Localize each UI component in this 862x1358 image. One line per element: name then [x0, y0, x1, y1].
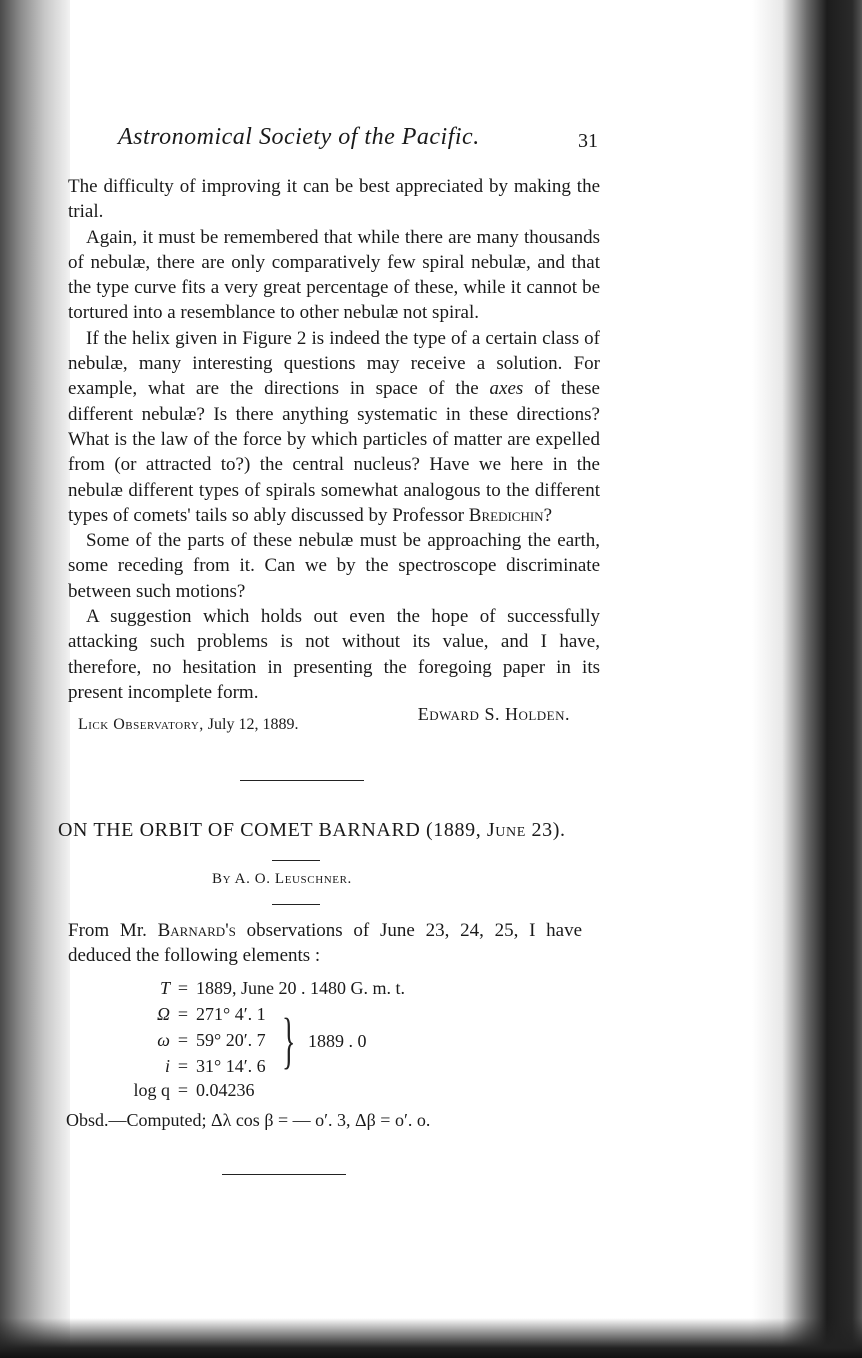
intro-paragraph [68, 918, 582, 969]
byline-rule [272, 904, 320, 905]
element-equals: = [177, 1004, 189, 1024]
intro-name: Barnard's [157, 920, 236, 941]
element-row-i [112, 1056, 266, 1077]
element-equals: = [177, 1030, 189, 1050]
element-label-T: T [159, 978, 170, 998]
page-number: 31 [578, 130, 598, 152]
article-title [58, 819, 618, 842]
article-title-main: ON THE ORBIT OF COMET BARNARD (1889, [58, 819, 482, 841]
element-label-omega: ω [157, 1030, 170, 1050]
paragraph-3-axes: axes [489, 378, 524, 400]
element-label-i: i [164, 1056, 170, 1076]
title-rule [272, 860, 320, 861]
element-label-node: Ω [156, 1004, 170, 1024]
element-row-node [112, 1004, 266, 1025]
element-value-omega: 59° 20′. 7 [196, 1030, 266, 1050]
section-divider [240, 780, 364, 781]
element-row-T [112, 978, 405, 999]
article-body [68, 174, 600, 705]
residuals-line [66, 1110, 430, 1131]
element-equals: = [177, 1056, 189, 1076]
paragraph-3-bredichin: Bredichin? [468, 504, 553, 526]
dateline [78, 716, 298, 734]
element-epoch: 1889 . 0 [308, 1031, 367, 1051]
element-label-logq: log q [133, 1080, 170, 1100]
end-divider [222, 1174, 346, 1175]
brace-icon: } [282, 1007, 296, 1075]
residuals-label: Obsd.—Computed; [66, 1110, 207, 1130]
intro-part2: observations of June 23, 24, 25, I have deduced the following elements : [68, 920, 583, 967]
element-value-node: 271° 4′. 1 [196, 1004, 266, 1024]
article-title-end: 23). [531, 819, 566, 841]
article-title-month: June [486, 819, 526, 841]
intro-part1: From Mr. [68, 920, 147, 941]
signature: Edward S. Holden. [417, 704, 570, 724]
paragraph-4: Some of the parts of these nebulæ must be approaching the earth, some receding from it. Can we by the spectroscope discriminate between such motions? [68, 530, 600, 602]
paragraph-3 [68, 326, 600, 528]
element-equals: = [177, 1080, 189, 1100]
paragraph-3-text-b: of these different nebulæ? Is there anything systematic in these directions? What is the law of the force by which particles of matter are expelled from (or attracted to?) the central nucleus? Have we here in the nebulæ different types of spirals somewhat analogous to the different types of comets' tails so ably discussed by Professor [68, 378, 600, 526]
dateline-place: Lick Observatory, [78, 716, 204, 733]
element-row-logq [112, 1080, 255, 1101]
element-value-T: 1889, June 20 . 1480 G. m. t. [196, 978, 405, 998]
paragraph-3-text-a: If the helix given in Figure 2 is indeed the type of a certain class of nebulæ, many interesting questions may receive a solution. For example, what are the directions in space of the [68, 327, 600, 400]
paragraph-2: Again, it must be remembered that while there are many thousands of nebulæ, there are only comparatively few spiral nebulæ, and that the type curve fits a very great percentage of these, while it cannot be tortured into a resemblance to other nebulæ not spiral. [68, 226, 600, 324]
byline: By A. O. Leuschner. [212, 871, 352, 887]
element-value-i: 31° 14′. 6 [196, 1056, 266, 1076]
running-head [118, 124, 598, 160]
running-title: Astronomical Society of the Pacific. [118, 124, 480, 150]
residuals-text: Δλ cos β = — o′. 3, Δβ = o′. o. [211, 1110, 431, 1130]
element-row-omega [112, 1030, 266, 1051]
element-value-logq: 0.04236 [196, 1080, 255, 1100]
dateline-date: July 12, 1889. [207, 716, 299, 733]
orbital-elements [112, 978, 472, 1104]
paragraph-5: A suggestion which holds out even the hope of successfully attacking such problems is not without its value, and I have, therefore, no hesitation in presenting the foregoing paper in its present incomplete form. [68, 606, 600, 703]
element-equals: = [177, 978, 189, 998]
paragraph-1: The difficulty of improving it can be best appreciated by making the trial. [68, 176, 600, 223]
